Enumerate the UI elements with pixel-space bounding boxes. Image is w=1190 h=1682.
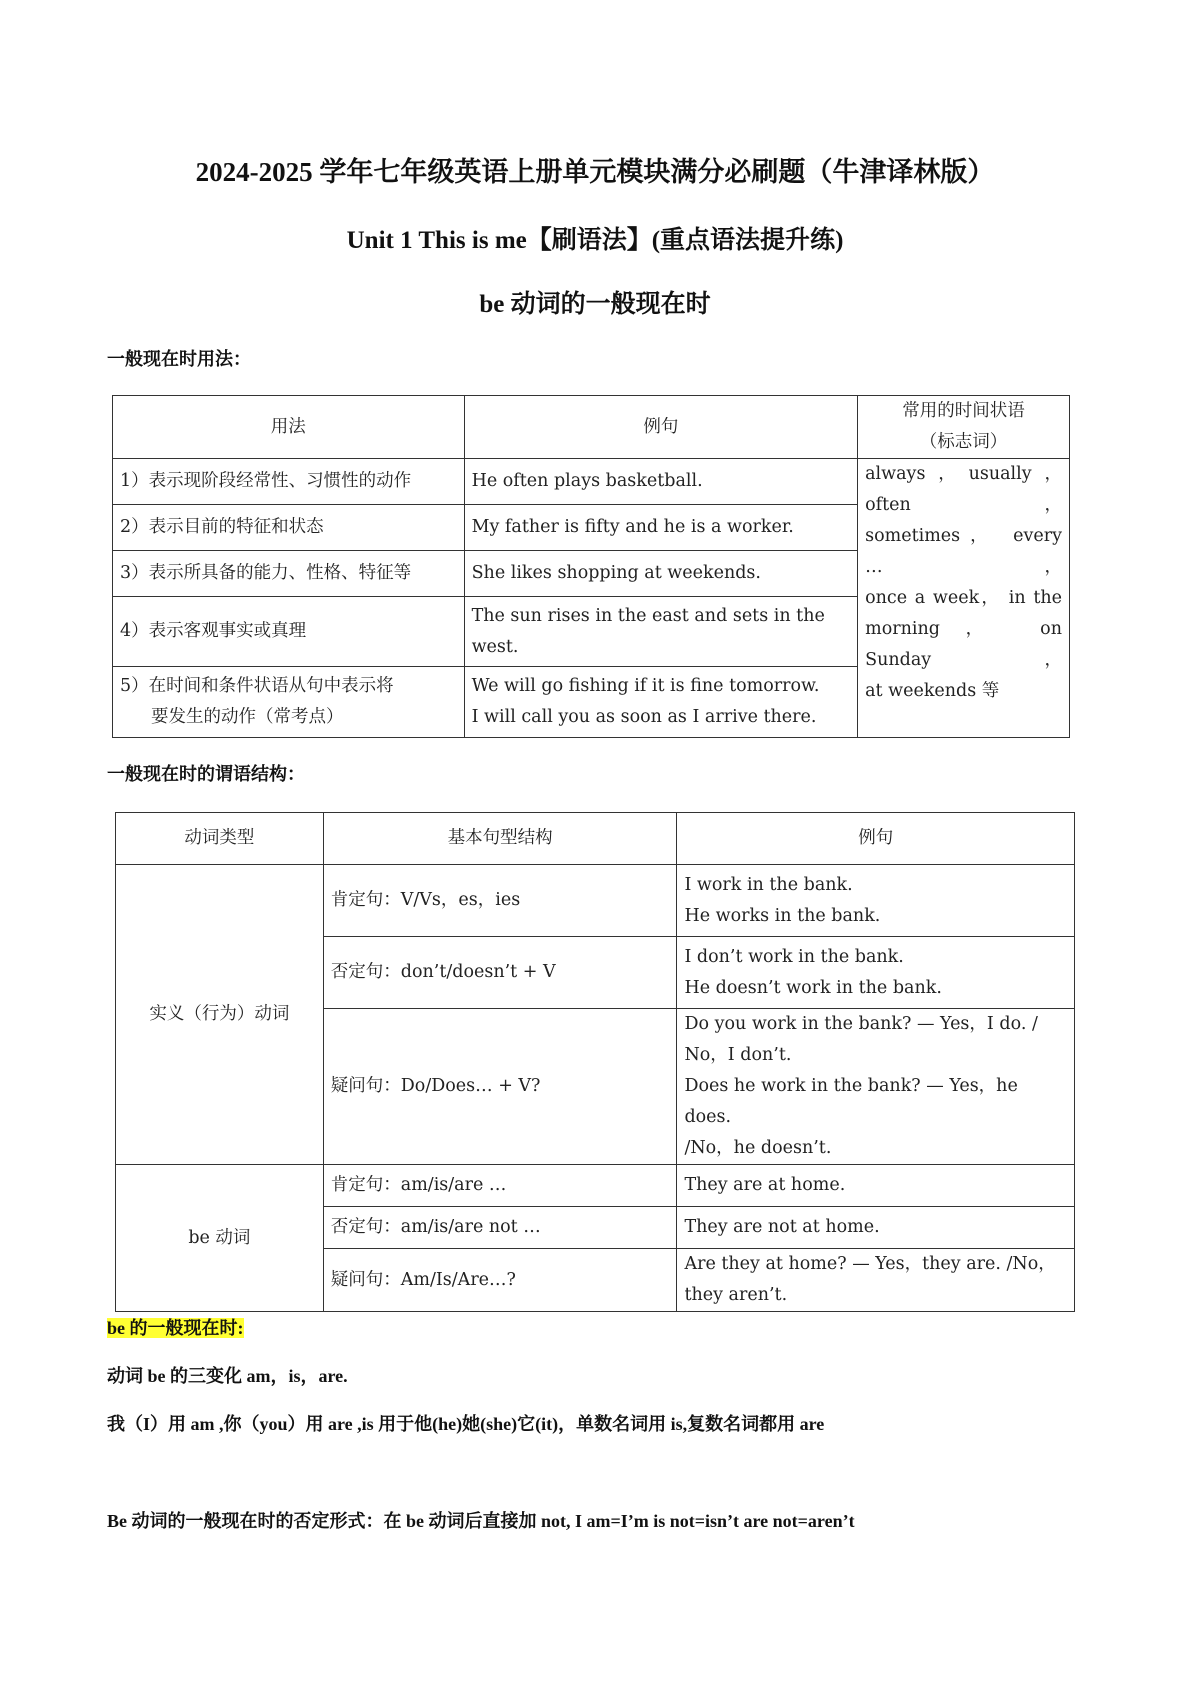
- usage-table: [112, 395, 1070, 738]
- be-negative-line: Be 动词的一般现在时的否定形式：在 be 动词后直接加 not, I am=I’m is not=isn’t are not=aren’t: [107, 1511, 855, 1531]
- usage-cell: 4）表示客观事实或真理: [113, 596, 465, 667]
- pattern-cell: 肯定句：am/is/are …: [323, 1165, 677, 1207]
- example-cell: She likes shopping at weekends.: [464, 550, 858, 596]
- example-line: I work in the bank.: [684, 874, 853, 895]
- document-title: 2024-2025 学年七年级英语上册单元模块满分必刷题（牛津译林版）: [195, 157, 995, 187]
- example-line: He doesn’t work in the bank.: [684, 977, 942, 998]
- table-row: [116, 1165, 1075, 1207]
- highlighted-label: be 的一般现在时:: [107, 1318, 244, 1338]
- adverb-line: at weekends 等: [865, 681, 1000, 701]
- header-verb-type: 动词类型: [116, 813, 324, 865]
- pattern-cell: 疑问句：Am/Is/Are…?: [323, 1249, 677, 1312]
- example-line: Are they at home? — Yes，they are. /No，: [684, 1254, 1056, 1274]
- example-line: Does he work in the bank? — Yes，he does.: [684, 1076, 1018, 1127]
- example-cell: My father is fifty and he is a worker.: [464, 504, 858, 550]
- usage-cell: 3）表示所具备的能力、性格、特征等: [113, 550, 465, 596]
- example-cell: [677, 937, 1075, 1009]
- pattern-cell: 否定句：don’t/doesn’t + V: [323, 937, 677, 1009]
- document-subtitle: Unit 1 This is me【刷语法】(重点语法提升练): [346, 227, 844, 254]
- example-line: I will call you as soon as I arrive there.: [471, 707, 817, 728]
- pattern-cell: 肯定句：V/Vs，es，ies: [323, 865, 677, 937]
- section-structure-label: 一般现在时的谓语结构：: [107, 764, 305, 784]
- example-line: Do you work in the bank? — Yes，I do. /: [684, 1014, 1038, 1034]
- usage-line: 5）在时间和条件状语从句中表示将: [120, 676, 394, 697]
- adverbs-cell: [858, 459, 1070, 738]
- example-line: /No，he doesn’t.: [684, 1138, 832, 1158]
- header-pattern: 基本句型结构: [323, 813, 677, 865]
- usage-cell: [113, 667, 465, 738]
- table-row: [113, 459, 1070, 505]
- example-line: they aren’t.: [684, 1285, 788, 1305]
- example-cell: [677, 1009, 1075, 1165]
- pattern-cell: 否定句：am/is/are not …: [323, 1207, 677, 1249]
- be-usage-line: 我（I）用 am ,你（you）用 are ,is 用于他(he)她(she)它(it)，单数名词用 is,复数名词都用 are: [107, 1414, 825, 1434]
- be-forms-line: 动词 be 的三变化 am，is，are.: [107, 1366, 348, 1386]
- example-line: No，I don’t.: [684, 1045, 792, 1065]
- example-cell: They are not at home.: [677, 1207, 1075, 1249]
- section-usage-label: 一般现在时用法：: [107, 349, 251, 369]
- verb-type-cell: be 动词: [116, 1165, 324, 1312]
- example-line: He works in the bank.: [684, 905, 881, 926]
- adverb-line: sometimes， every …，: [865, 526, 1062, 577]
- example-cell: [677, 1249, 1075, 1312]
- topic-heading: be 动词的一般现在时: [479, 291, 711, 318]
- adverb-line: always，usually，often，: [865, 464, 1062, 515]
- example-line: I don’t work in the bank.: [684, 946, 904, 967]
- section-be-label: [107, 1314, 244, 1340]
- adverb-line: once a week， in the: [865, 588, 1062, 608]
- example-cell: [677, 865, 1075, 937]
- example-cell: The sun rises in the east and sets in the west.: [464, 596, 858, 667]
- header-adverb: [858, 396, 1070, 459]
- header-usage: 用法: [113, 396, 465, 459]
- structure-table-header: [116, 813, 1075, 865]
- table-row: [116, 865, 1075, 937]
- adverb-line: morning， on Sunday，: [865, 619, 1062, 670]
- example-cell: [464, 667, 858, 738]
- usage-table-header: [113, 396, 1070, 459]
- example-cell: They are at home.: [677, 1165, 1075, 1207]
- example-line: We will go fishing if it is fine tomorrow.: [471, 676, 820, 697]
- usage-cell: 2）表示目前的特征和状态: [113, 504, 465, 550]
- verb-type-cell: 实义（行为）动词: [116, 865, 324, 1165]
- usage-line: 要发生的动作（常考点）: [151, 707, 344, 728]
- header-adverb-line2: （标志词）: [919, 432, 1008, 452]
- pattern-cell: 疑问句：Do/Does… + V?: [323, 1009, 677, 1165]
- header-example: 例句: [677, 813, 1075, 865]
- header-adverb-line1: 常用的时间状语: [902, 401, 1025, 421]
- header-example: 例句: [464, 396, 858, 459]
- example-cell: He often plays basketball.: [464, 459, 858, 505]
- usage-cell: 1）表示现阶段经常性、习惯性的动作: [113, 459, 465, 505]
- structure-table: [115, 812, 1075, 1312]
